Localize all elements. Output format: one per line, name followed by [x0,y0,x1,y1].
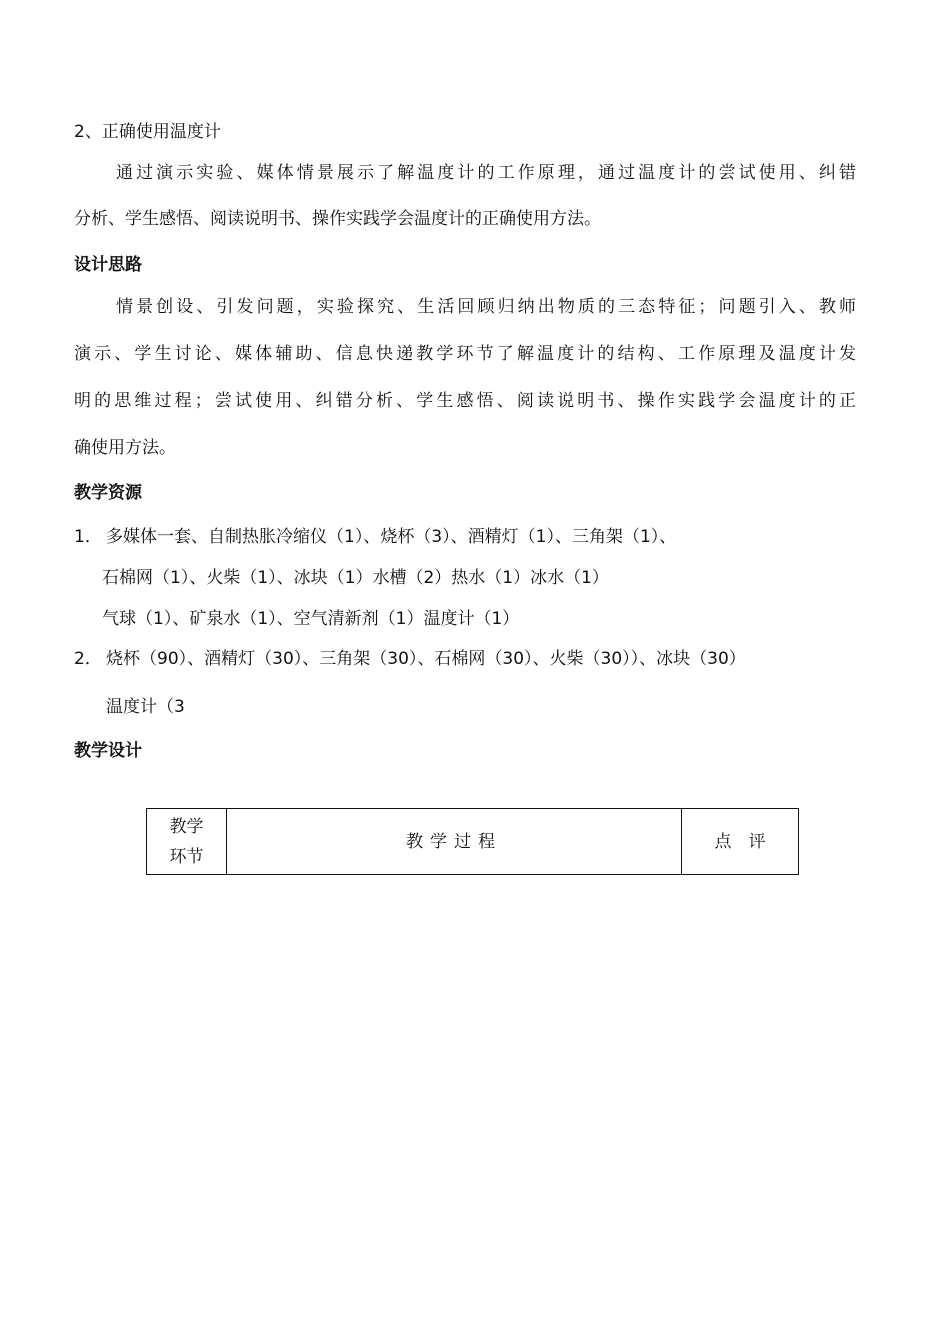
list-item: 烧杯（90）、酒精灯（30）、三角架（30）、石棉网（30）、火柴（30））、冰块（30） [106,649,746,669]
header-cell-stage [147,809,227,875]
paragraph-line: 确使用方法。 [74,438,176,458]
header-cell-stage-line1: 教学 [169,816,204,837]
teaching-design-table [146,808,799,875]
paragraph-line: 演示、学生讨论、媒体辅助、信息快递教学环节了解温度计的结构、工作原理及温度计发 [74,344,856,364]
header-cell-stage-line2: 环节 [169,846,204,867]
list-item: 气球（1）、矿泉水（1）、空气清新剂（1）温度计（1） [102,609,520,629]
list-item: 多媒体一套、自制热胀冷缩仪（1）、烧杯（3）、酒精灯（1）、三角架（1）、 [106,527,677,547]
paragraph-line: 情景创设、引发问题，实验探究、生活回顾归纳出物质的三态特征；问题引入、教师 [116,297,856,317]
header-cell-comment: 点 评 [682,809,799,875]
paragraph-line: 通过演示实验、媒体情景展示了解温度计的工作原理，通过温度计的尝试使用、纠错 [116,163,856,183]
list-item: 石棉网（1）、火柴（1）、冰块（1）水槽（2）热水（1）冰水（1） [102,568,609,588]
list-number: 2． [74,649,102,669]
heading-teaching-resources: 教学资源 [74,483,142,503]
paragraph-line: 分析、学生感悟、阅读说明书、操作实践学会温度计的正确使用方法。 [74,209,601,229]
table-header-row [147,809,799,875]
heading-design-idea: 设计思路 [74,255,142,275]
heading-teaching-design: 教学设计 [74,741,142,761]
paragraph-line: 明的思维过程；尝试使用、纠错分析、学生感悟、阅读说明书、操作实践学会温度计的正 [74,391,856,411]
list-item: 温度计（3 [106,697,185,717]
section-heading-correct-use: 2、正确使用温度计 [74,122,221,142]
header-cell-process: 教学过程 [227,809,682,875]
list-number: 1． [74,527,102,547]
